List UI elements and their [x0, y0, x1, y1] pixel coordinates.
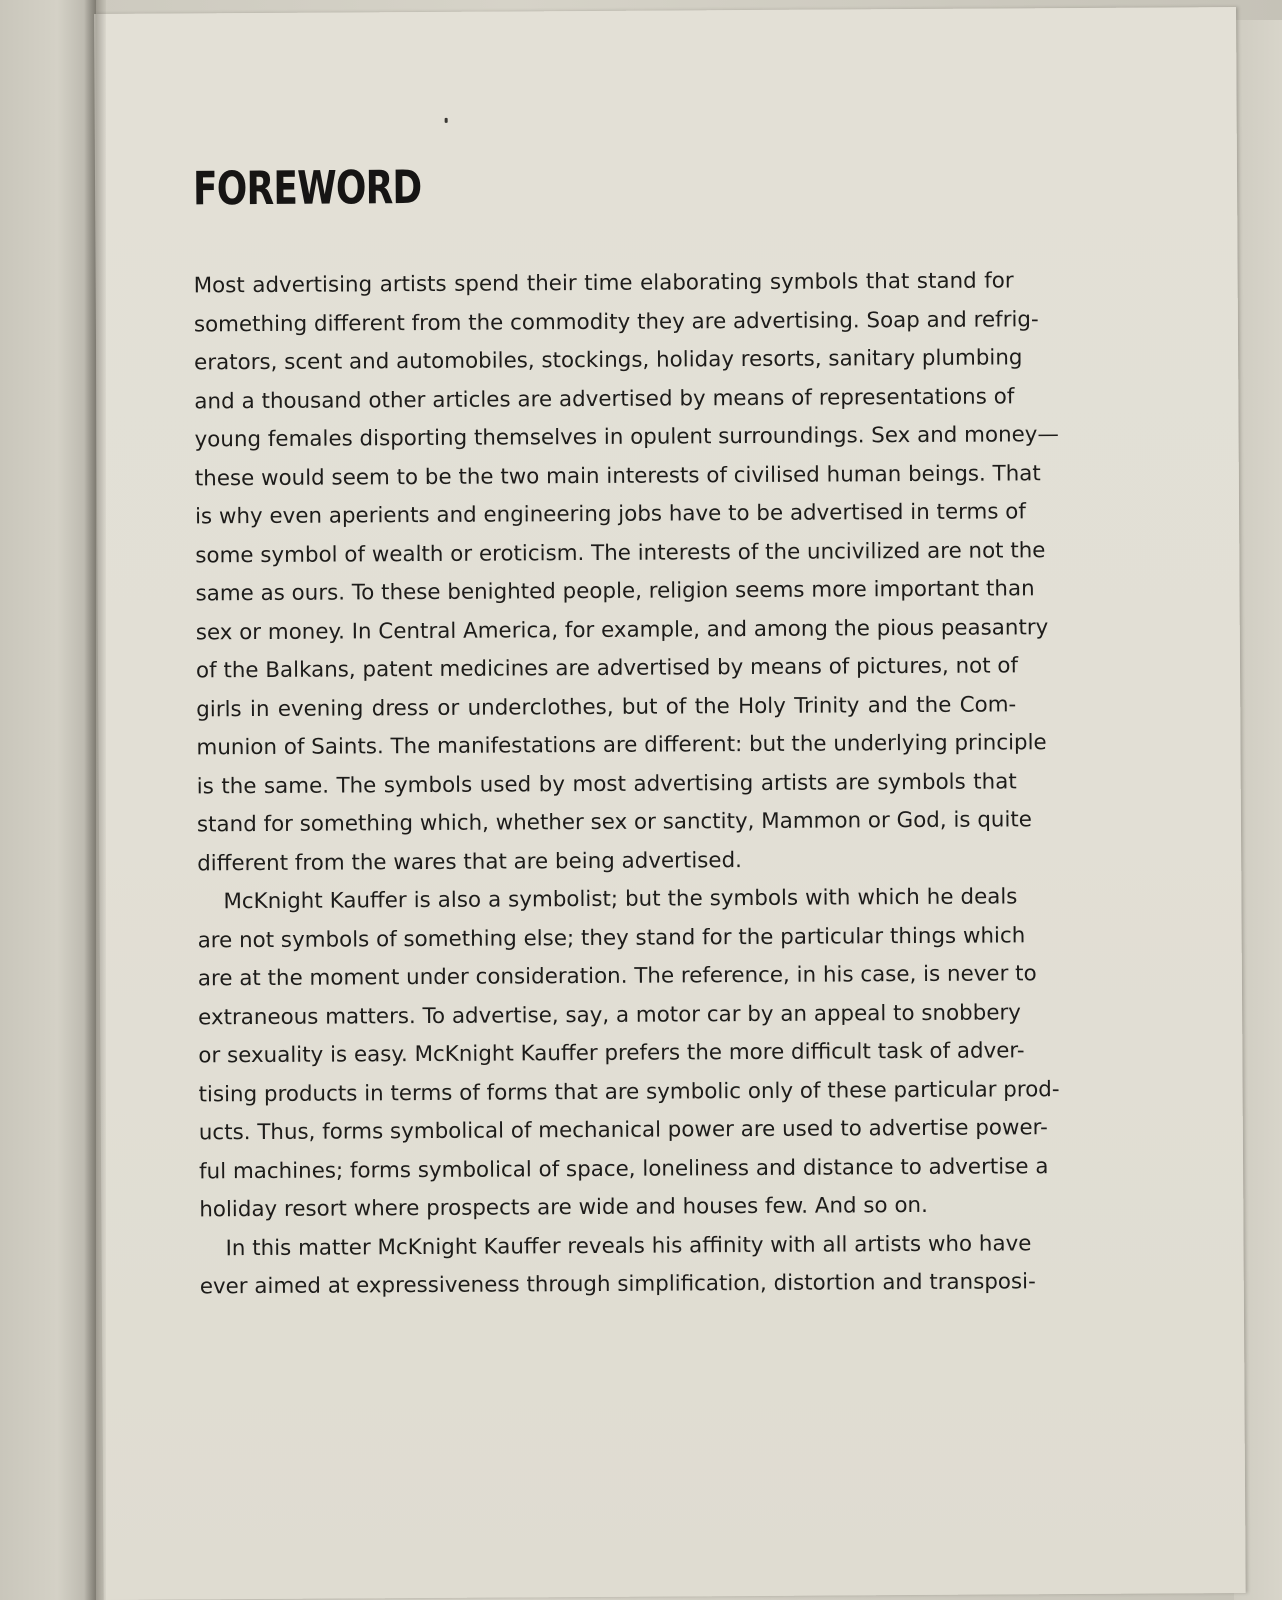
paragraph [197, 878, 1060, 1230]
text-line: girls in evening dress or underclothes, but of the Holy Trinity and the Com- [196, 691, 1017, 722]
text-line: different from the wares that are being advertised. [197, 847, 742, 876]
text-line: erators, scent and automobiles, stockings, holiday resorts, sanitary plumbing [194, 345, 1023, 376]
text-line: is the same. The symbols used by most advertising artists are symbols that [196, 768, 1017, 799]
text-line: In this matter McKnight Kauffer reveals his affinity with all artists who have [225, 1230, 1032, 1261]
paper-speck [445, 118, 448, 123]
page-heading: FOREWORD [192, 160, 422, 216]
text-line: stand for something which, whether sex or sanctity, Mammon or God, is quite [196, 807, 1033, 838]
text-line: McKnight Kauffer is also a symbolist; but the symbols with which he deals [223, 884, 1018, 915]
text-line: of the Balkans, patent medicines are advertised by means of pictures, not of [195, 653, 1019, 684]
paragraph [193, 262, 1059, 883]
text-line: and a thousand other articles are advertised by means of representations of [194, 383, 1015, 414]
text-line: same as ours. To these benighted people, religion seems more important than [195, 576, 1035, 607]
text-line: is why even aperients and engineering jobs have to be advertised in terms of [194, 499, 1026, 530]
text-line: Most advertising artists spend their time elaborating symbols that stand for [193, 268, 1014, 299]
text-line: sex or money. In Central America, for example, and among the pious peasantry [195, 614, 1049, 645]
text-line: are at the moment under consideration. The reference, in his case, is never to [197, 961, 1037, 992]
text-line: young females disporting themselves in opulent surroundings. Sex and money— [194, 422, 1059, 453]
text-line: or sexuality is easy. McKnight Kauffer prefers the more difficult task of adver- [198, 1038, 1025, 1069]
text-line: holiday resort where prospects are wide and houses few. And so on. [199, 1192, 928, 1223]
text-line: ucts. Thus, forms symbolical of mechanical power are used to advertise power- [198, 1115, 1048, 1146]
text-line: something different from the commodity they are advertising. Soap and refrig- [193, 306, 1039, 337]
paragraph [199, 1225, 1036, 1307]
text-line: ever aimed at expressiveness through simplification, distortion and transposi- [199, 1269, 1036, 1300]
text-line: are not symbols of something else; they stand for the particular things which [197, 922, 1026, 953]
text-line: tising products in terms of forms that are symbolic only of these particular prod- [198, 1076, 1060, 1107]
text-line: some symbol of wealth or eroticism. The interests of the uncivilized are not the [195, 537, 1046, 568]
gutter-shadow [84, 0, 106, 1600]
text-line: these would seem to be the two main interests of civilised human beings. That [194, 460, 1041, 491]
text-line: munion of Saints. The manifestations are different: but the underlying principle [196, 730, 1047, 761]
book-page [94, 7, 1246, 1600]
foreword-body [193, 262, 1060, 1306]
text-line: extraneous matters. To advertise, say, a motor car by an appeal to snobbery [198, 999, 1021, 1030]
text-line: ful machines; forms symbolical of space, loneliness and distance to advertise a [198, 1153, 1049, 1184]
left-page-edge [0, 0, 96, 1600]
